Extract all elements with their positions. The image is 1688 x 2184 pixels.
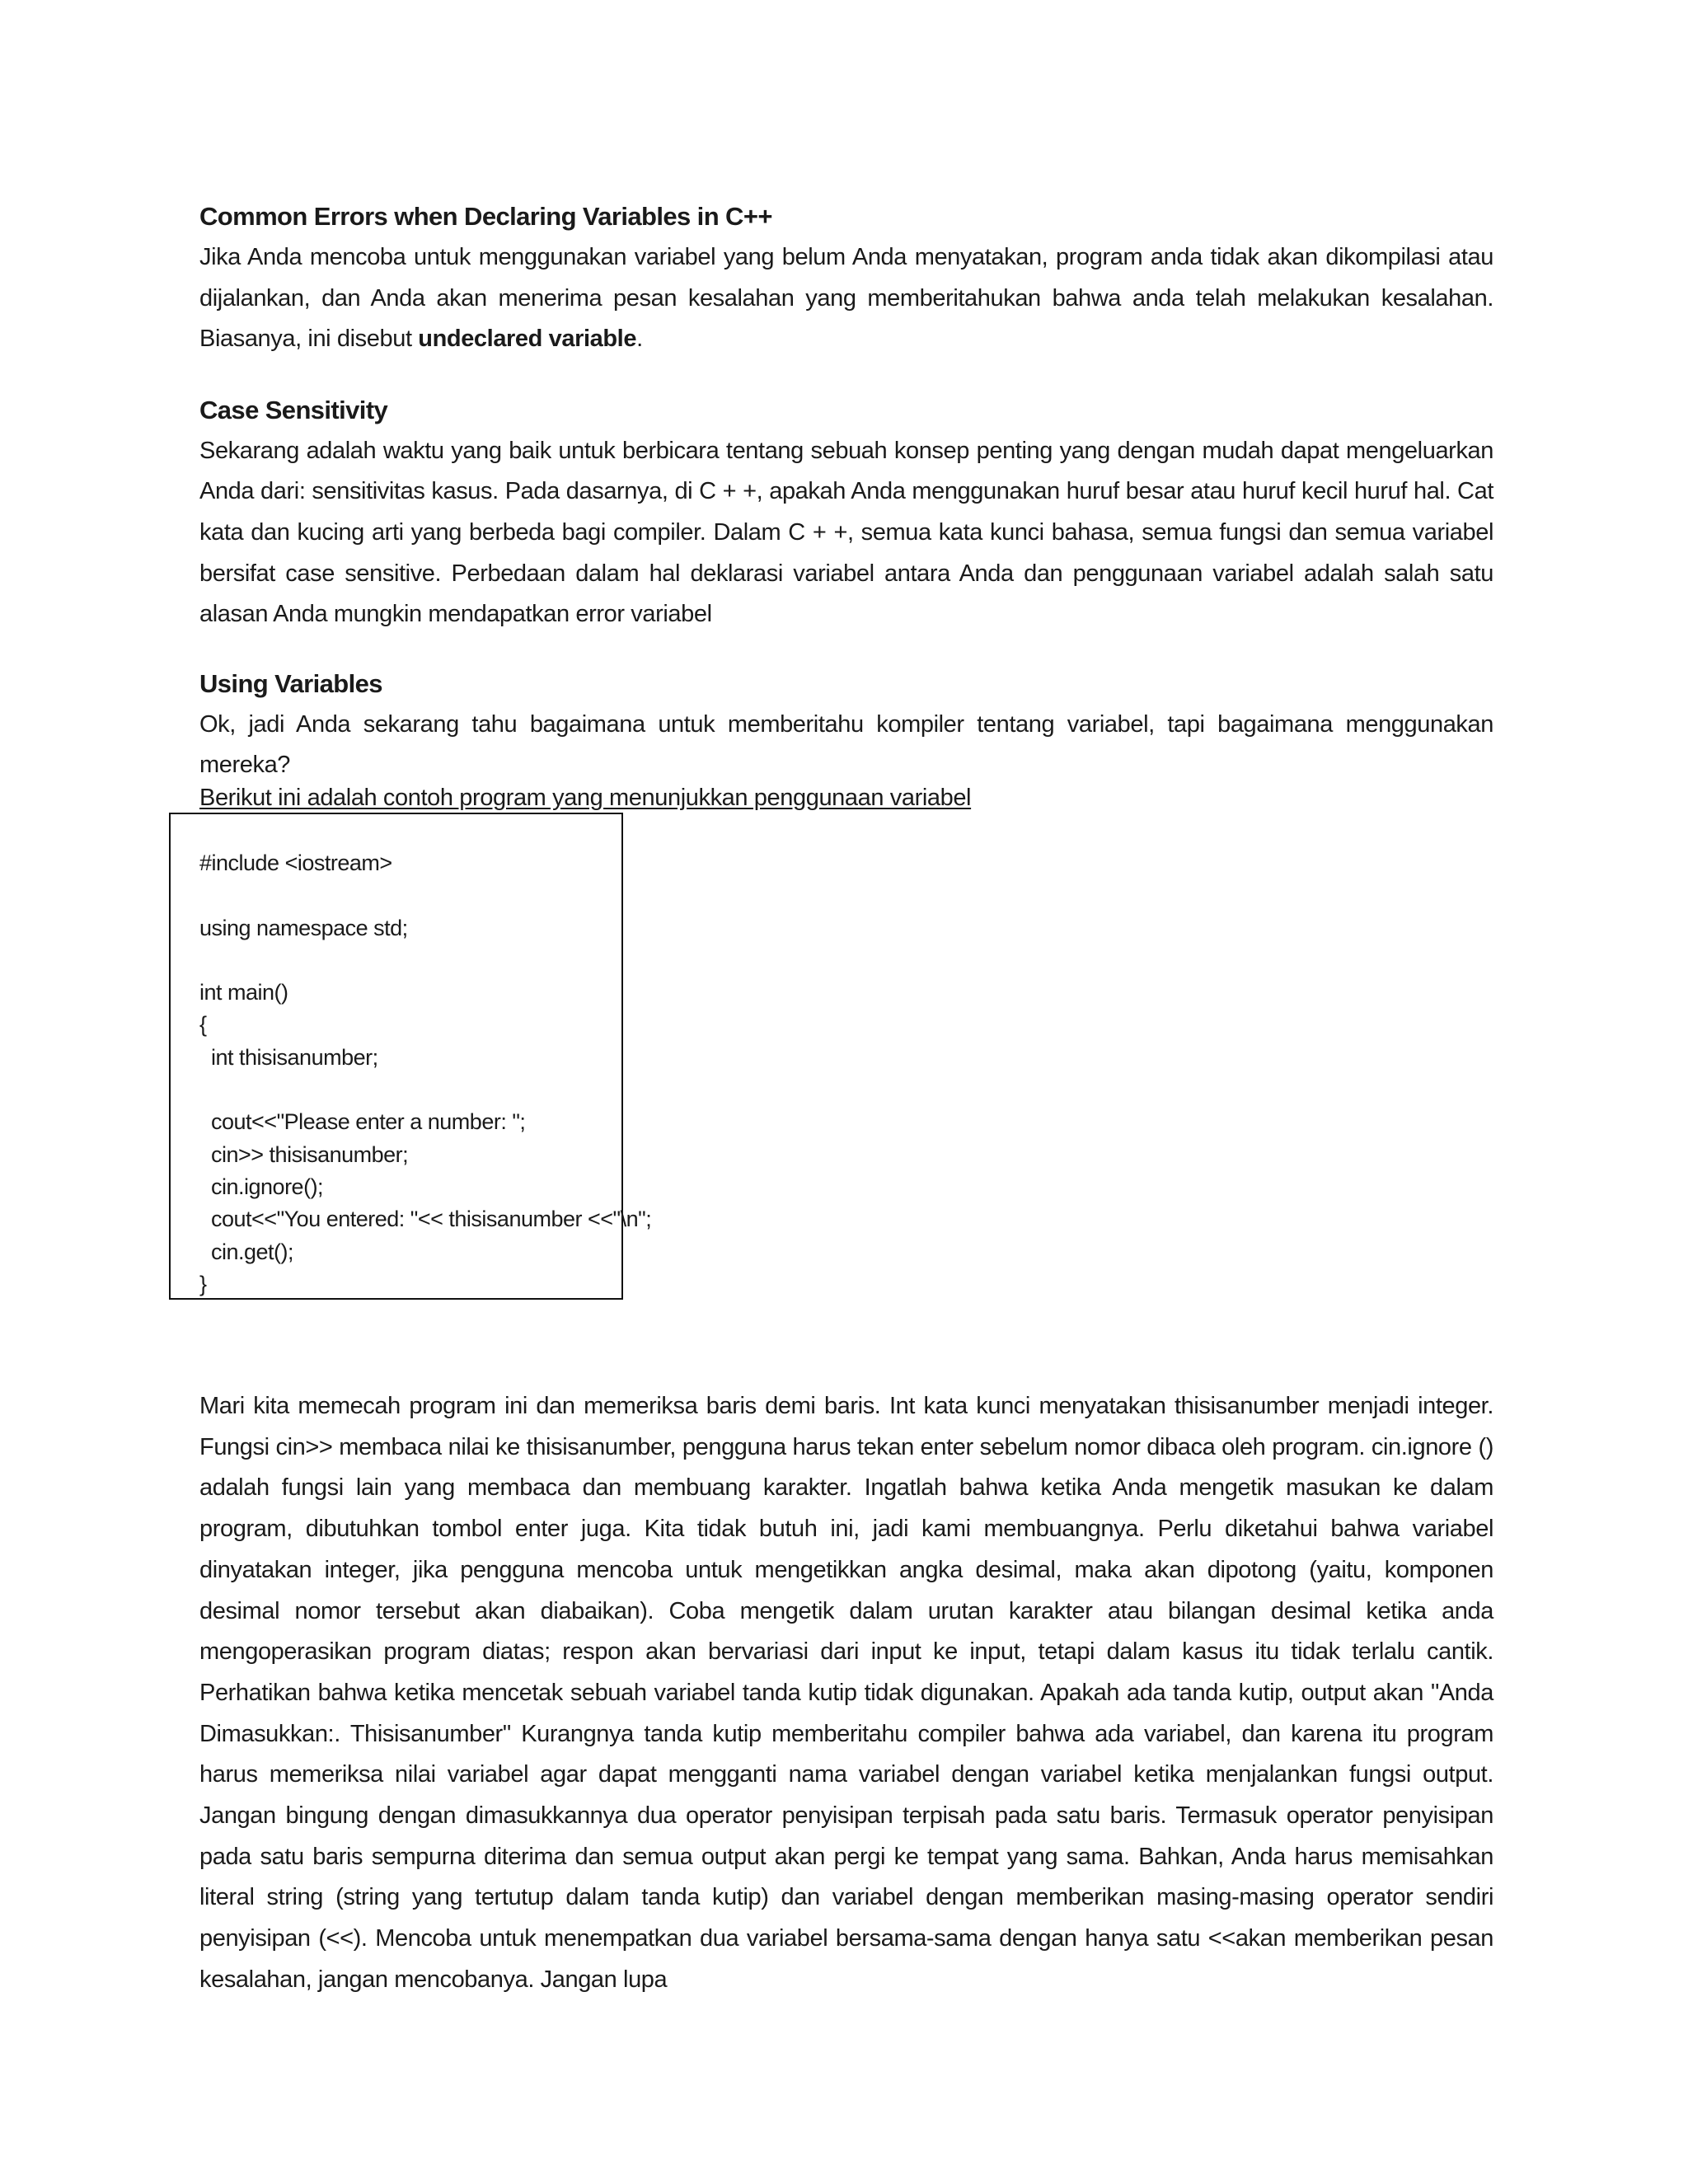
document-content	[199, 196, 1493, 786]
paragraph-using-variables: Ok, jadi Anda sekarang tahu bagaimana untuk memberitahu kompiler tentang variabel, tapi bagaimana menggunakan mereka?	[199, 710, 1493, 779]
paragraph-common-errors	[199, 237, 1493, 360]
code-intro-text: Berikut ini adalah contoh program yang menunjukkan penggunaan variabel	[199, 785, 972, 811]
bold-term-undeclared-variable: undeclared variable	[418, 326, 637, 353]
spacer	[199, 360, 1493, 390]
paragraph-explanation: Mari kita memecah program ini dan memeriksa baris demi baris. Int kata kunci menyatakan thisisanumber menjadi integer. Fungsi cin>> membaca nilai ke thisisanumber, pengguna harus tekan enter sebelum nomor dibaca oleh program. cin.ignore () adalah fungsi lain yang membaca dan membuang karakter. Ingatlah bahwa ketika Anda mengetik masukan ke dalam program, dibutuhkan tombol enter juga. Kita tidak butuh ini, jadi kami membuangnya. Perlu diketahui bahwa variabel dinyatakan integer, jika pengguna mencoba untuk mengetikkan angka desimal, maka akan dipotong (yaitu, komponen desimal nomor tersebut akan diabaikan). Coba mengetik dalam urutan karakter atau bilangan desimal ketika anda mengoperasikan program diatas; respon akan bervariasi dari input ke input, tetapi dalam kasus itu tidak terlalu cantik. Perhatikan bahwa ketika mencetak sebuah variabel tanda kutip tidak digunakan. Apakah ada tanda kutip, output akan "Anda Dimasukkan:. Thisisanumber" Kurangnya tanda kutip memberitahu compiler bahwa ada variabel, dan karena itu program harus memeriksa nilai variabel agar dapat mengganti nama variabel dengan variabel ketika menjalankan fungsi output. Jangan bingung dengan dimasukkannya dua operator penyisipan terpisah pada satu baris. Termasuk operator penyisipan pada satu baris sempurna diterima dan semua output akan pergi ke tempat yang sama. Bahkan, Anda harus memisahkan literal string (string yang tertutup dalam tanda kutip) dan variabel dengan memberikan masing-masing operator sendiri penyisipan (<<). Mencoba untuk menempatkan dua variabel bersama-sama dengan hanya satu <<akan memberikan pesan kesalahan, jangan mencobanya. Jangan lupa	[199, 1393, 1493, 1993]
section-heading-using-variables: Using Variables	[199, 668, 382, 698]
spacer	[199, 635, 1493, 663]
code-listing: #include <iostream> using namespace std; int main() { int thisisanumber; cout<<"Please enter a number: "; cin>> thisisanumber; cin.ignore(); cout<<"You entered: "<< thisisanumber <<"\n"; cin.get(); }	[199, 851, 652, 1296]
paragraph-text: Jika Anda mencoba untuk menggunakan variabel yang belum Anda menyatakan, program anda tidak akan dikompilasi atau dijalankan, dan Anda akan menerima pesan kesalahan yang memberitahukan bahwa anda telah melakukan kesalahan. Biasanya, ini disebut	[199, 244, 1493, 353]
paragraph-text-end: .	[636, 326, 643, 353]
section-heading-case-sensitivity: Case Sensitivity	[199, 395, 388, 424]
paragraph-case-sensitivity: Sekarang adalah waktu yang baik untuk berbicara tentang sebuah konsep penting yang dengan mudah dapat mengeluarkan Anda dari: sensitivitas kasus. Pada dasarnya, di C + +, apakah Anda menggunakan huruf besar atau huruf kecil huruf hal. Cat kata dan kucing arti yang berbeda bagi compiler. Dalam C + +, semua kata kunci bahasa, semua fungsi dan semua variabel bersifat case sensitive. Perbedaan dalam hal deklarasi variabel antara Anda dan penggunaan variabel adalah salah satu alasan Anda mungkin mendapatkan error variabel	[199, 437, 1493, 628]
section-heading-common-errors: Common Errors when Declaring Variables in C++	[199, 202, 772, 231]
